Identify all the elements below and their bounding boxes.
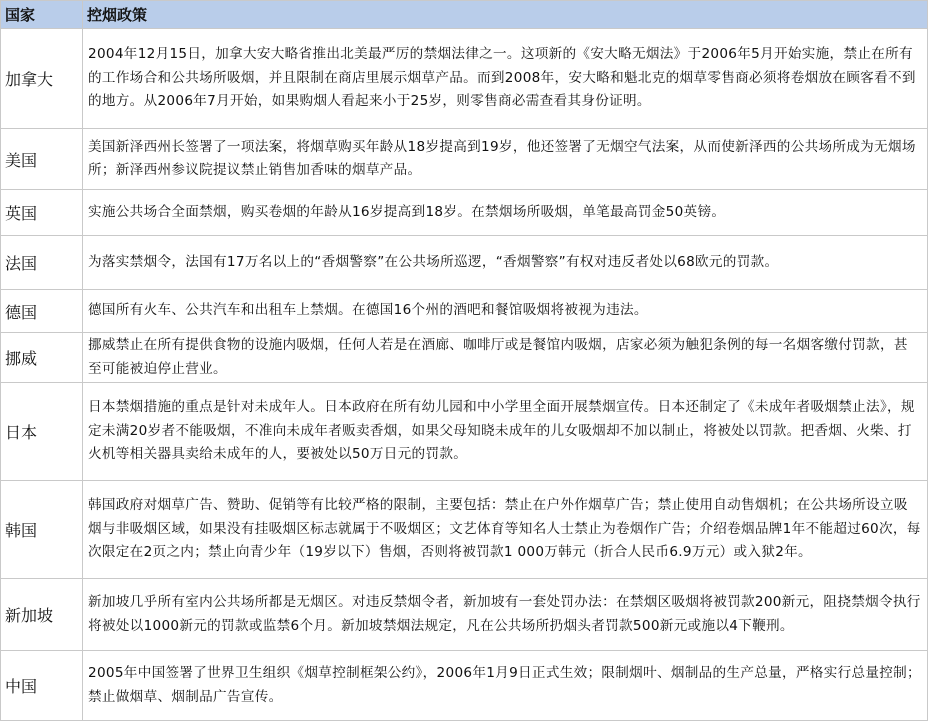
policy-cell: 新加坡几乎所有室内公共场所都是无烟区。对违反禁烟令者，新加坡有一套处罚办法：在禁烟区吸烟将被罚款200新元，阻挠禁烟令执行将被处以1000新元的罚款或监禁6个月。新加坡禁烟法规定，凡在公共场所扔烟头者罚款500新元或施以4下鞭刑。 <box>83 579 928 651</box>
table-row <box>1 579 928 651</box>
table-row <box>1 190 928 236</box>
header-policy: 控烟政策 <box>83 1 928 29</box>
country-cell: 法国 <box>1 236 83 290</box>
header-row <box>1 1 928 29</box>
policy-cell: 德国所有火车、公共汽车和出租车上禁烟。在德国16个州的酒吧和餐馆吸烟将被视为违法。 <box>83 290 928 333</box>
country-cell: 德国 <box>1 290 83 333</box>
country-cell: 韩国 <box>1 481 83 579</box>
table-row <box>1 290 928 333</box>
policy-cell: 2005年中国签署了世界卫生组织《烟草控制框架公约》，2006年1月9日正式生效；限制烟叶、烟制品的生产总量，严格实行总量控制；禁止做烟草、烟制品广告宣传。 <box>83 651 928 721</box>
policy-cell: 实施公共场合全面禁烟，购买卷烟的年龄从16岁提高到18岁。在禁烟场所吸烟，单笔最高罚金50英镑。 <box>83 190 928 236</box>
table-row <box>1 481 928 579</box>
country-cell: 英国 <box>1 190 83 236</box>
policy-cell: 韩国政府对烟草广告、赞助、促销等有比较严格的限制，主要包括：禁止在户外作烟草广告；禁止使用自动售烟机；在公共场所设立吸烟与非吸烟区域，如果没有挂吸烟区标志就属于不吸烟区；文艺体育等知名人士禁止为卷烟作广告；介绍卷烟品牌1年不能超过60次，每次限定在2页之内；禁止向青少年（19岁以下）售烟，否则将被罚款1 000万韩元（折合人民币6.9万元）或入狱2年。 <box>83 481 928 579</box>
table-row <box>1 333 928 383</box>
table-row <box>1 29 928 129</box>
table-row <box>1 383 928 481</box>
country-cell: 挪威 <box>1 333 83 383</box>
policy-cell: 2004年12月15日，加拿大安大略省推出北美最严厉的禁烟法律之一。这项新的《安大略无烟法》于2006年5月开始实施，禁止在所有的工作场合和公共场所吸烟，并且限制在商店里展示烟草产品。而到2008年，安大略和魁北克的烟草零售商必须将卷烟放在顾客看不到的地方。从2006年7月开始，如果购烟人看起来小于25岁，则零售商必需查看其身份证明。 <box>83 29 928 129</box>
table-row <box>1 651 928 721</box>
policy-cell: 挪威禁止在所有提供食物的设施内吸烟，任何人若是在酒廊、咖啡厅或是餐馆内吸烟，店家必须为触犯条例的每一名烟客缴付罚款，甚至可能被迫停止营业。 <box>83 333 928 383</box>
policy-cell: 日本禁烟措施的重点是针对未成年人。日本政府在所有幼儿园和中小学里全面开展禁烟宣传。日本还制定了《未成年者吸烟禁止法》，规定未满20岁者不能吸烟，不准向未成年者贩卖香烟，如果父母知晓未成年的儿女吸烟却不加以制止，将被处以罚款。把香烟、火柴、打火机等相关器具卖给未成年的人，要被处以50万日元的罚款。 <box>83 383 928 481</box>
country-cell: 中国 <box>1 651 83 721</box>
country-cell: 新加坡 <box>1 579 83 651</box>
country-cell: 加拿大 <box>1 29 83 129</box>
table-row <box>1 236 928 290</box>
header-country: 国家 <box>1 1 83 29</box>
country-cell: 美国 <box>1 129 83 190</box>
table-row <box>1 129 928 190</box>
policy-cell: 美国新泽西州长签署了一项法案，将烟草购买年龄从18岁提高到19岁，他还签署了无烟空气法案，从而使新泽西的公共场所成为无烟场所；新泽西州参议院提议禁止销售加香味的烟草产品。 <box>83 129 928 190</box>
country-cell: 日本 <box>1 383 83 481</box>
policy-cell: 为落实禁烟令，法国有17万名以上的“香烟警察”在公共场所巡逻，“香烟警察”有权对违反者处以68欧元的罚款。 <box>83 236 928 290</box>
